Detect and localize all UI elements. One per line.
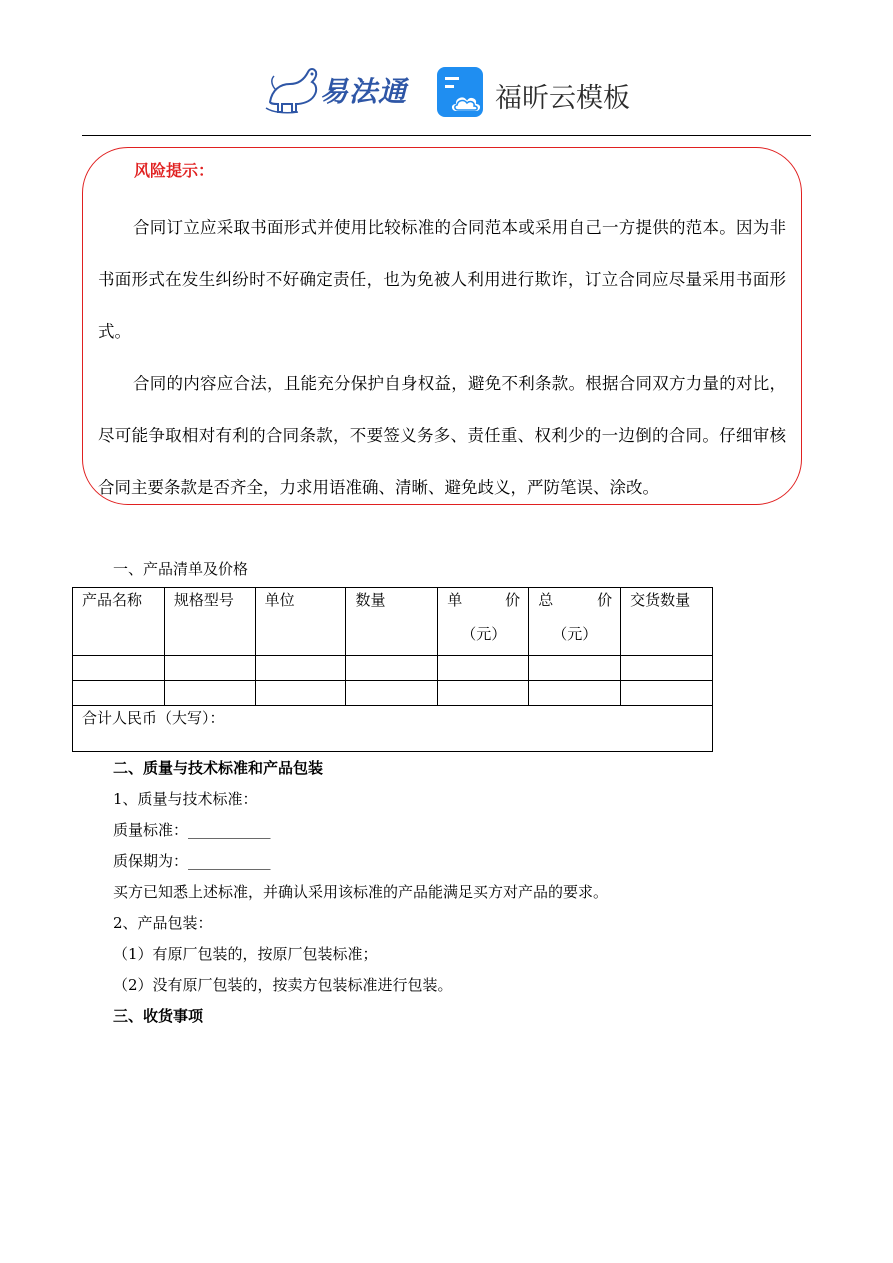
total-amount-label: 合计人民币（大写）： [73,706,713,752]
header-divider [82,135,811,136]
table-header-row [73,588,713,656]
table-cell[interactable] [438,681,529,706]
total-price-char-1: 总 [538,591,554,609]
risk-title: 风险提示： [134,161,215,180]
table-cell[interactable] [73,681,165,706]
total-row [73,706,713,752]
table-cell[interactable] [255,656,346,681]
table-cell[interactable] [621,656,713,681]
table-cell[interactable] [164,681,255,706]
unit-price-currency: （元） [461,625,507,643]
total-price-char-2: 价 [597,591,613,609]
logo1-text: 易法通 [320,75,408,108]
table-cell[interactable] [529,656,621,681]
header-quantity: 数量 [346,588,438,656]
table-cell[interactable] [438,656,529,681]
header-delivery-quantity: 交货数量 [621,588,713,656]
risk-body [98,202,786,514]
packaging-heading: 2、产品包装： [113,914,213,932]
risk-paragraph-2: 合同的内容应合法，且能充分保护自身权益，避免不利条款。根据合同双方力量的对比，尽可能争取相对有利的合同条款，不要签义务多、责任重、权利少的一边倒的合同。仔细审核合同主要条款是否齐全，力求用语准确、清晰、避免歧义，严防笔误、涂改。 [98,374,786,497]
product-table [72,587,713,752]
risk-notice-box [82,147,802,505]
table-row [73,656,713,681]
logo2-text: 福昕云模板 [495,83,630,114]
unit-price-char-2: 价 [505,591,521,609]
header-total-price [529,588,621,656]
warranty-period-field: 质保期为：___________ [113,852,271,870]
page-header [0,58,893,124]
header-unit-price [438,588,529,656]
qilin-icon [262,62,322,118]
quality-standard-heading: 1、质量与技术标准： [113,790,258,808]
total-price-currency: （元） [552,625,598,643]
table-row [73,681,713,706]
header-model: 规格型号 [164,588,255,656]
section2-title: 二、质量与技术标准和产品包装 [113,759,324,777]
table-cell[interactable] [621,681,713,706]
risk-paragraph-1: 合同订立应采取书面形式并使用比较标准的合同范本或采用自己一方提供的范本。因为非书面形式在发生纠纷时不好确定责任，也为免被人利用进行欺诈，订立合同应尽量采用书面形式。 [98,218,786,341]
table-cell[interactable] [346,656,438,681]
section3-title: 三、收货事项 [113,1007,204,1025]
table-cell[interactable] [164,656,255,681]
header-unit: 单位 [255,588,346,656]
unit-price-char-1: 单 [447,591,463,609]
table-cell[interactable] [73,656,165,681]
header-product-name: 产品名称 [73,588,165,656]
table-cell[interactable] [346,681,438,706]
cloud-document-icon [436,66,488,118]
foxit-template-logo [436,66,636,118]
table-cell[interactable] [529,681,621,706]
packaging-rule-1: （1）有原厂包装的，按原厂包装标准； [113,945,378,963]
packaging-rule-2: （2）没有原厂包装的，按卖方包装标准进行包装。 [113,976,453,994]
yifatong-logo [262,62,414,118]
section1-title: 一、产品清单及价格 [113,560,249,578]
table-cell[interactable] [255,681,346,706]
buyer-confirmation-text: 买方已知悉上述标准，并确认采用该标准的产品能满足买方对产品的要求。 [113,883,609,901]
quality-standard-field: 质量标准：___________ [113,821,271,839]
